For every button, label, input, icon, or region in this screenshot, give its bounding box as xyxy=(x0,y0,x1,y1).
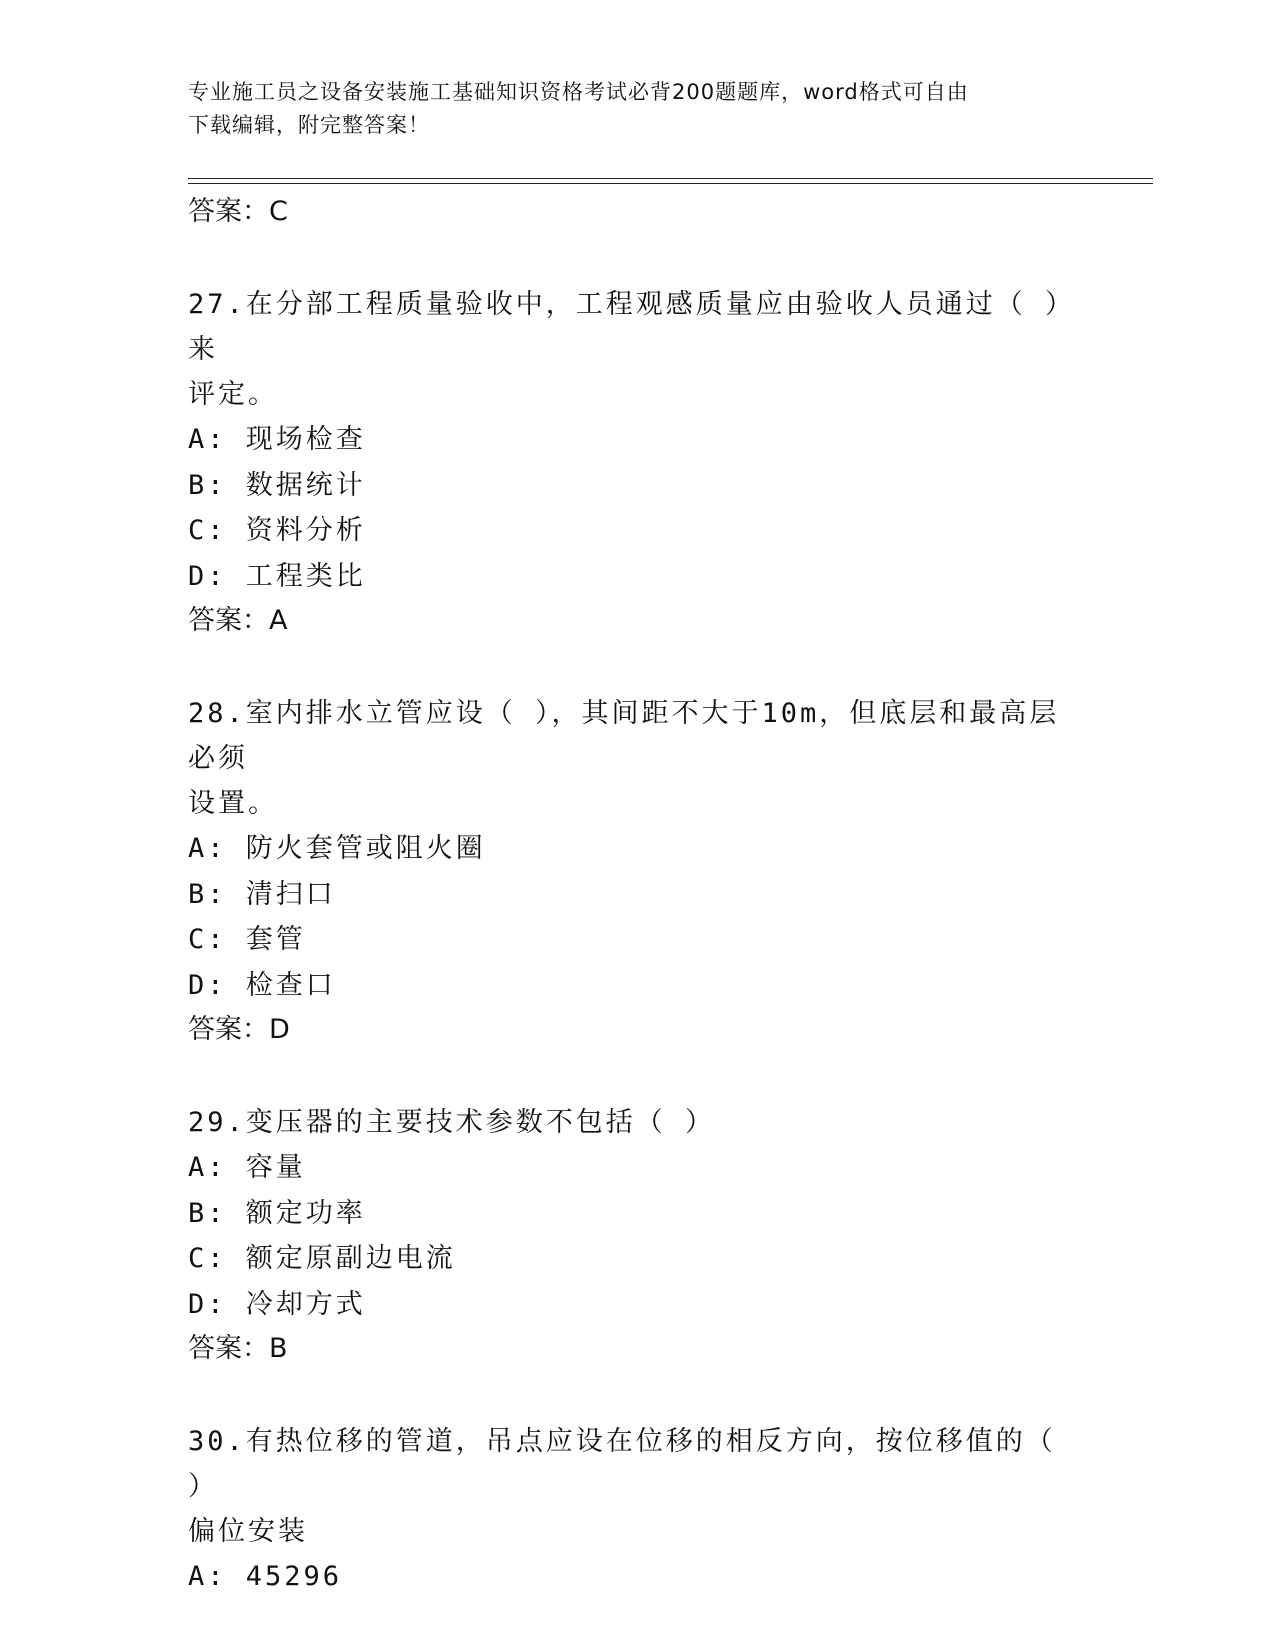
option-a: A: 现场检查 xyxy=(188,424,366,455)
option-a: A: 45296 xyxy=(188,1561,343,1592)
question-list xyxy=(188,190,1088,1600)
option-b: B: 额定功率 xyxy=(188,1197,366,1229)
option-d: D: 检查口 xyxy=(188,969,336,1001)
header-divider-top xyxy=(188,178,1153,179)
question-stem: 28.室内排水立管应设（ ），其间距不大于10m，但底层和最高层必须 xyxy=(188,698,1060,774)
option-b: B: 清扫口 xyxy=(188,878,336,910)
option-c: C: 套管 xyxy=(188,924,306,955)
option-a: A: 容量 xyxy=(188,1152,306,1183)
question-stem: 30.有热位移的管道，吊点应设在位移的相反方向，按位移值的（ ） xyxy=(188,1426,1056,1502)
option-c: C: 额定原副边电流 xyxy=(188,1243,456,1274)
option-d: D: 工程类比 xyxy=(188,560,366,592)
previous-answer: 答案：C xyxy=(188,196,288,227)
question-28 xyxy=(188,691,1088,1052)
answer: 答案：B xyxy=(188,1333,288,1364)
question-stem: 29.变压器的主要技术参数不包括（ ） xyxy=(188,1107,716,1138)
question-30 xyxy=(188,1419,1088,1600)
question-stem-continued: 偏位安装 xyxy=(188,1516,308,1547)
option-d: D: 冷却方式 xyxy=(188,1288,366,1320)
option-a: A: 防火套管或阻火圈 xyxy=(188,833,486,864)
question-stem: 27.在分部工程质量验收中，工程观感质量应由验收人员通过（ ）来 xyxy=(188,289,1076,365)
answer: 答案：A xyxy=(188,605,288,636)
header-line-2: 下载编辑，附完整答案！ xyxy=(188,113,430,137)
option-c: C: 资料分析 xyxy=(188,515,366,546)
header-line-1: 专业施工员之设备安装施工基础知识资格考试必背200题题库，word格式可自由 xyxy=(188,80,969,104)
question-27 xyxy=(188,282,1088,643)
header-divider-bottom xyxy=(188,183,1153,184)
option-b: B: 数据统计 xyxy=(188,469,366,501)
question-stem-continued: 设置。 xyxy=(188,788,278,819)
question-stem-continued: 评定。 xyxy=(188,379,278,410)
answer: 答案：D xyxy=(188,1014,290,1045)
document-header xyxy=(188,76,1088,142)
question-29 xyxy=(188,1100,1088,1371)
